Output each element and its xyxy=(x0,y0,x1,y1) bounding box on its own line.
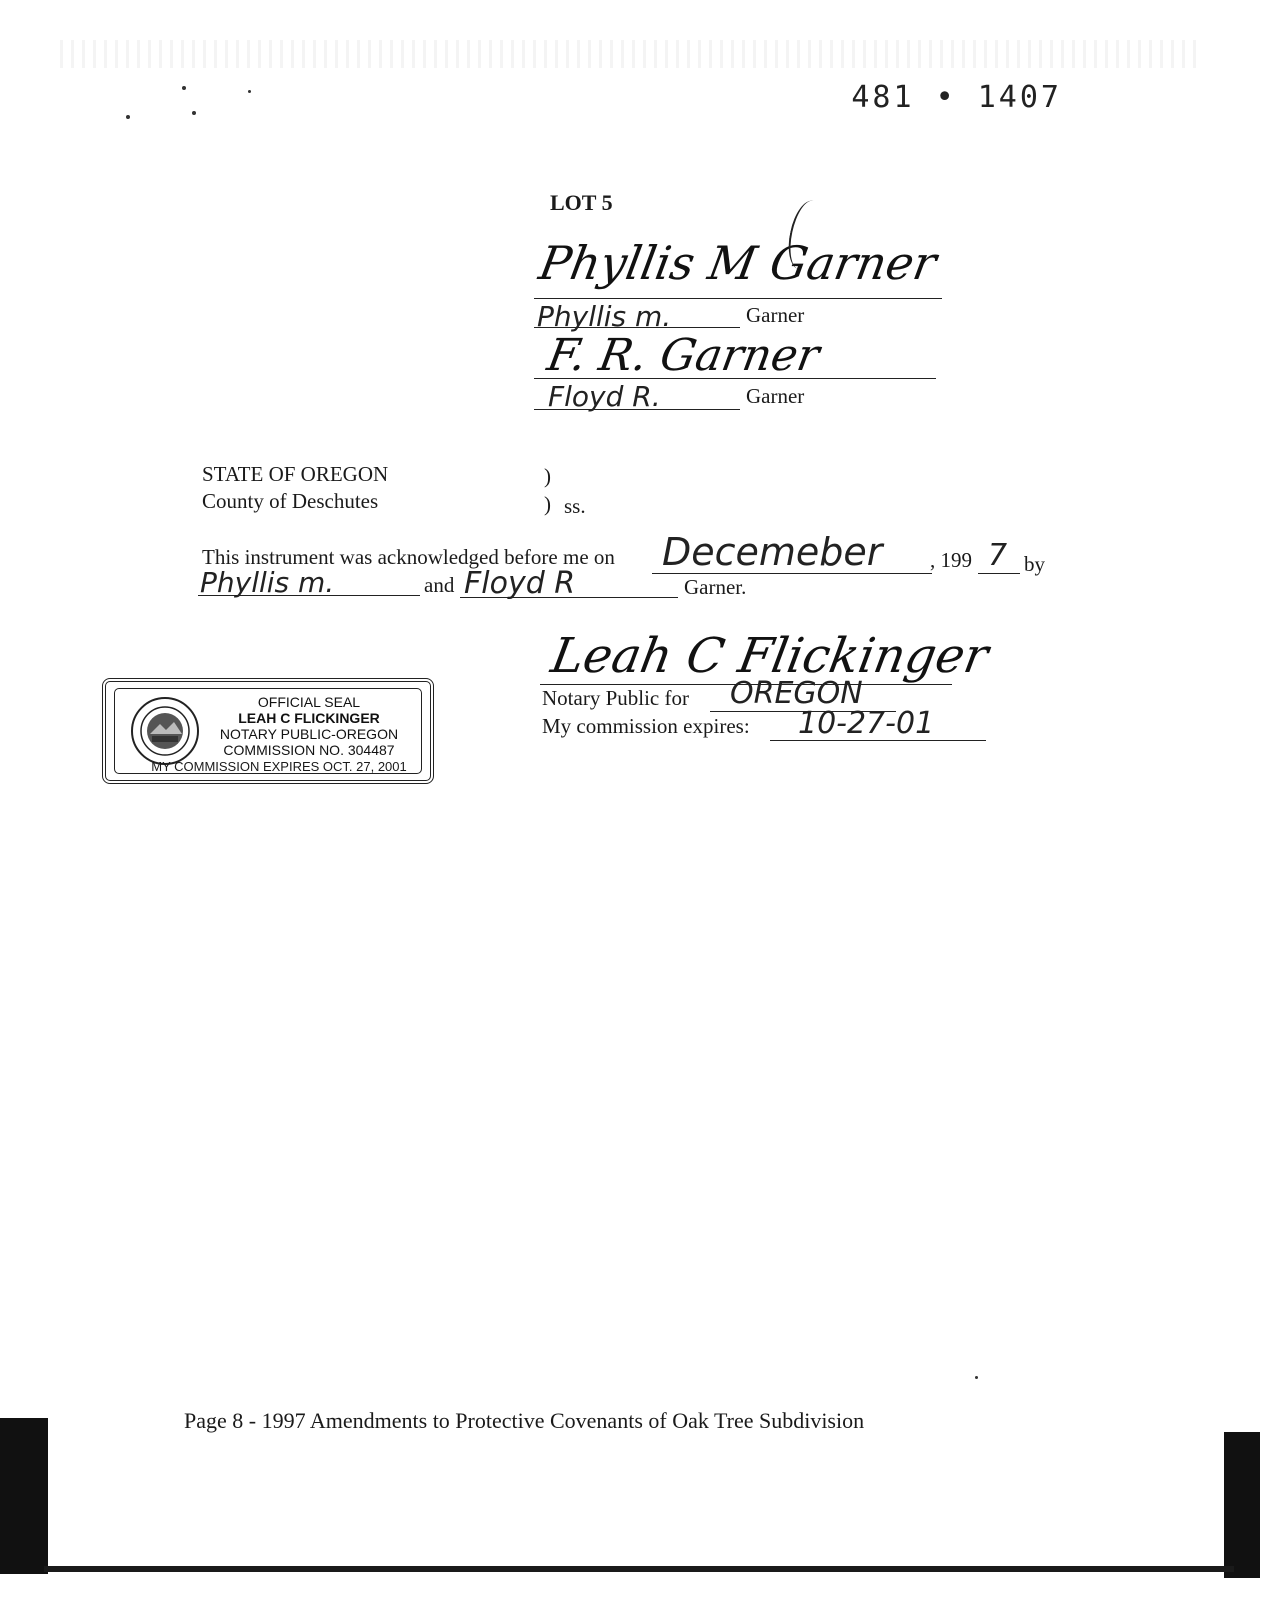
venue-ss: ss. xyxy=(564,494,586,518)
printed-name-phyllis: Phyllis m. xyxy=(537,300,672,333)
official-seal-stamp xyxy=(102,678,434,784)
ack-year-digit: 7 xyxy=(988,538,1008,573)
ack-and: and xyxy=(424,573,455,597)
name-line xyxy=(534,327,740,328)
signature-phyllis: Phyllis M Garner xyxy=(535,236,941,290)
lot-label: LOT 5 xyxy=(550,190,613,215)
document-number: 481 • 1407 xyxy=(851,80,1062,115)
commission-line xyxy=(770,740,986,741)
scan-speck xyxy=(192,111,196,115)
venue-paren: ) xyxy=(544,464,551,488)
seal-notary-name: LEAH C FLICKINGER xyxy=(238,710,380,726)
name2-line xyxy=(460,597,678,598)
seal-text xyxy=(206,694,412,758)
year-line xyxy=(978,573,1020,574)
ack-month: Decemeber xyxy=(662,530,883,574)
notary-public-for-label: Notary Public for xyxy=(542,686,689,710)
seal-commission-number: COMMISSION NO. 304487 xyxy=(223,742,395,758)
seal-notary-public: NOTARY PUBLIC-OREGON xyxy=(219,726,399,742)
signature-floyd: F. R. Garner xyxy=(543,330,824,381)
venue-county: County of Deschutes xyxy=(202,489,379,513)
oregon-state-seal-icon xyxy=(130,696,200,766)
venue-state: STATE OF OREGON xyxy=(202,462,389,486)
ack-name2: Floyd R xyxy=(464,566,576,601)
surname-phyllis: Garner xyxy=(746,303,805,327)
scan-border-right xyxy=(1224,1432,1260,1578)
name-line xyxy=(534,409,740,410)
scan-speck xyxy=(182,86,186,90)
month-line xyxy=(652,573,932,574)
scan-border-bottom xyxy=(44,1566,1234,1572)
signature-line xyxy=(534,378,936,379)
notary-signature: Leah C Flickinger xyxy=(547,628,993,684)
seal-title: OFFICIAL SEAL xyxy=(257,694,361,710)
venue-paren: ) xyxy=(544,492,551,516)
signature-line xyxy=(534,298,942,299)
ack-surname: Garner. xyxy=(684,575,747,599)
surname-floyd: Garner xyxy=(746,384,805,408)
ack-name1: Phyllis m. xyxy=(200,566,335,599)
scan-noise-band xyxy=(60,40,1200,68)
commission-expires-label: My commission expires: xyxy=(542,714,750,738)
name1-line xyxy=(198,595,420,596)
commission-expires-value: 10-27-01 xyxy=(798,706,935,741)
scan-border-left xyxy=(0,1418,48,1574)
page-footer: Page 8 - 1997 Amendments to Protective Covenants of Oak Tree Subdivision xyxy=(184,1408,865,1433)
ack-prefix: This instrument was acknowledged before me on xyxy=(202,545,615,569)
ack-by: by xyxy=(1024,552,1045,576)
ack-year-prefix: , 199 xyxy=(930,548,972,572)
notary-public-for-value: OREGON xyxy=(730,676,863,711)
scan-speck xyxy=(126,115,130,119)
scan-speck xyxy=(975,1376,978,1379)
printed-name-floyd: Floyd R. xyxy=(548,380,661,413)
seal-expiration: MY COMMISSION EXPIRES OCT. 27, 2001 xyxy=(151,759,407,774)
scan-speck xyxy=(248,90,251,93)
